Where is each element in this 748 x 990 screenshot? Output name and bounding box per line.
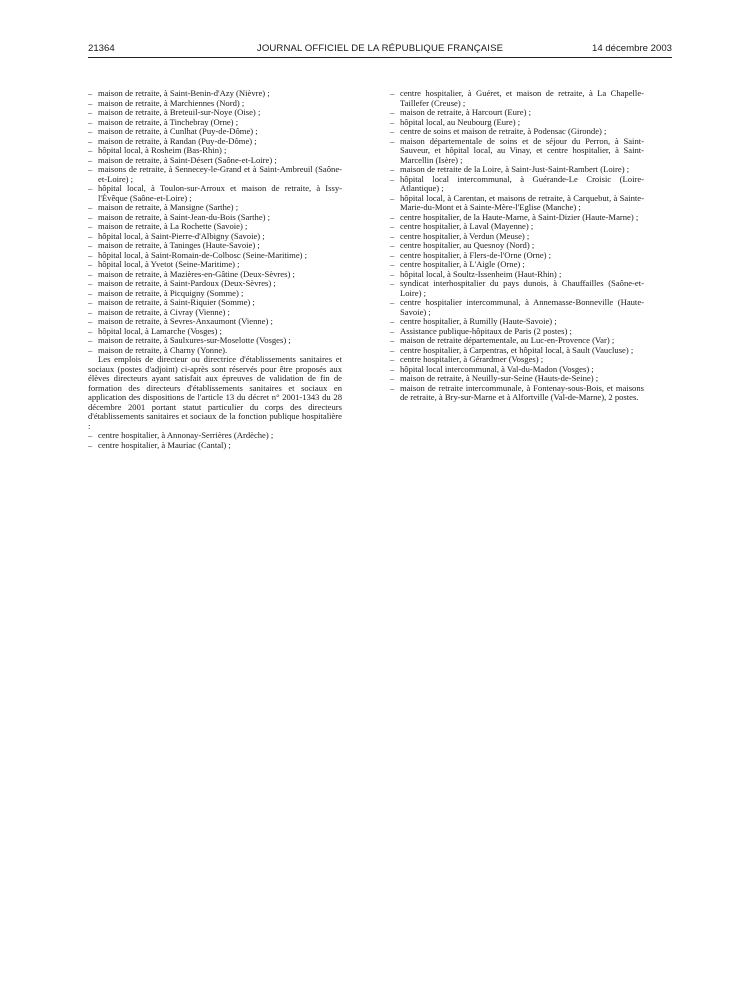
list-item: – maison de retraite, à Sevres-Anxaumont (Vienne) ; — [88, 317, 342, 327]
list-item: – hôpital local, à Saint-Romain-de-Colbosc (Seine-Maritime) ; — [88, 251, 342, 261]
list-item: – hôpital local, à Saint-Pierre-d'Albigny (Savoie) ; — [88, 232, 342, 242]
list-item: – hôpital local, à Soultz-Issenheim (Haut-Rhin) ; — [390, 270, 644, 280]
list-item: – maison de retraite de la Loire, à Saint-Just-Saint-Rambert (Loire) ; — [390, 165, 644, 175]
list-item: – centre hospitalier, de la Haute-Marne, à Saint-Dizier (Haute-Marne) ; — [390, 213, 644, 223]
list-item: – centre hospitalier, à L'Aigle (Orne) ; — [390, 260, 644, 270]
list-item: – maison de retraite intercommunale, à Fontenay-sous-Bois, et maisons de retraite, à Bry-sur-Marne et à Alfortville (Val-de-Marne), 2 postes. — [390, 384, 644, 403]
list-item: – centre hospitalier intercommunal, à Annemasse-Bonneville (Haute-Savoie) ; — [390, 298, 644, 317]
list-item: – maison de retraite, à Charny (Yonne). — [88, 346, 342, 356]
list-item: – hôpital local, à Toulon-sur-Arroux et maison de retraite, à Issy-l'Évêque (Saône-et-Loire) ; — [88, 184, 342, 203]
list-item: – maison de retraite, à Tinchebray (Orne) ; — [88, 118, 342, 128]
list-item: – maison de retraite, à Picquigny (Somme) ; — [88, 289, 342, 299]
list-item: – hôpital local, à Carentan, et maisons de retraite, à Carquebut, à Sainte-Marie-du-Mont et à Sainte-Mère-l'Eglise (Manche) ; — [390, 194, 644, 213]
list-item: – hôpital local intercommunal, à Val-du-Madon (Vosges) ; — [390, 365, 644, 375]
list-item: – maison de retraite, à Saulxures-sur-Moselotte (Vosges) ; — [88, 336, 342, 346]
list-item: – maison de retraite, à Cunlhat (Puy-de-Dôme) ; — [88, 127, 342, 137]
list-item: – maison de retraite, à Saint-Riquier (Somme) ; — [88, 298, 342, 308]
list-item: – maisons de retraite, à Sennecey-le-Grand et à Saint-Ambreuil (Saône-et-Loire) ; — [88, 165, 342, 184]
page-header — [88, 43, 672, 57]
list-item: – maison de retraite, à Mazières-en-Gâtine (Deux-Sèvres) ; — [88, 270, 342, 280]
publication-date: 14 décembre 2003 — [591, 43, 672, 54]
list-item: – maison de retraite, à Saint-Jean-du-Bois (Sarthe) ; — [88, 213, 342, 223]
list-item: – hôpital local, à Rosheim (Bas-Rhin) ; — [88, 146, 342, 156]
list-item: – centre de soins et maison de retraite, à Podensac (Gironde) ; — [390, 127, 644, 137]
list-item: – maison de retraite, à Saint-Pardoux (Deux-Sèvres) ; — [88, 279, 342, 289]
header-rule — [88, 57, 672, 58]
left-list-before — [88, 89, 342, 355]
list-item: – maison de retraite, à Saint-Benin-d'Azy (Nièvre) ; — [88, 89, 342, 99]
list-item: – centre hospitalier, à Rumilly (Haute-Savoie) ; — [390, 317, 644, 327]
list-item: – centre hospitalier, au Quesnoy (Nord) ; — [390, 241, 644, 251]
right-column — [390, 89, 644, 403]
list-item: – maison de retraite, à La Rochette (Savoie) ; — [88, 222, 342, 232]
list-item: – maison départementale de soins et de séjour du Perron, à Saint-Sauveur, et hôpital local, au Vinay, et centre hospitalier, à Saint-Marcellin (Isère) ; — [390, 137, 644, 166]
list-item: – maison de retraite, à Civray (Vienne) ; — [88, 308, 342, 318]
list-item: – maison de retraite, à Taninges (Haute-Savoie) ; — [88, 241, 342, 251]
list-item: – syndicat interhospitalier du pays dunois, à Chauffailles (Saône-et-Loire) ; — [390, 279, 644, 298]
list-item: – hôpital local, à Yvetot (Seine-Maritime) ; — [88, 260, 342, 270]
list-item: – centre hospitalier, à Verdun (Meuse) ; — [390, 232, 644, 242]
list-item: – maison de retraite, à Breteuil-sur-Noye (Oise) ; — [88, 108, 342, 118]
left-list-after — [88, 431, 342, 450]
list-item: – centre hospitalier, à Gérardmer (Vosges) ; — [390, 355, 644, 365]
list-item: – centre hospitalier, à Mauriac (Cantal) ; — [88, 441, 342, 451]
list-item: – hôpital local intercommunal, à Guérande-Le Croisic (Loire-Atlantique) ; — [390, 175, 644, 194]
list-item: – centre hospitalier, à Laval (Mayenne) ; — [390, 222, 644, 232]
list-item: – maison de retraite, à Harcourt (Eure) ; — [390, 108, 644, 118]
list-item: – maison de retraite, à Randan (Puy-de-Dôme) ; — [88, 137, 342, 147]
left-column — [88, 89, 342, 450]
right-list — [390, 89, 644, 403]
list-item: – maison de retraite départementale, au Luc-en-Provence (Var) ; — [390, 336, 644, 346]
list-item: – maison de retraite, à Marchiennes (Nord) ; — [88, 99, 342, 109]
list-item: – Assistance publique-hôpitaux de Paris (2 postes) ; — [390, 327, 644, 337]
list-item: – centre hospitalier, à Annonay-Serrières (Ardèche) ; — [88, 431, 342, 441]
list-item: – maison de retraite, à Mansigne (Sarthe) ; — [88, 203, 342, 213]
list-item: – centre hospitalier, à Flers-de-l'Orne (Orne) ; — [390, 251, 644, 261]
reservation-paragraph: Les emplois de directeur ou directrice d'établissements sanitaires et sociaux (postes d'adjoint) ci-après sont réservés pour être proposés aux élèves directeurs ayant satisfait aux épreuves de validation de fin de formation des directeurs d'établissements sanitaires et sociaux en application des dispositions de l'article 13 du décret n° 2001-1343 du 28 décembre 2001 portant statut particulier du corps des directeurs d'établissements sanitaires et sociaux de la fonction publique hospitalière : — [88, 354, 342, 431]
list-item: – hôpital local, à Lamarche (Vosges) ; — [88, 327, 342, 337]
journal-title: JOURNAL OFFICIEL DE LA RÉPUBLIQUE FRANÇAISE — [256, 43, 504, 54]
list-item: – centre hospitalier, à Guéret, et maison de retraite, à La Chapelle-Taillefer (Creuse) ; — [390, 89, 644, 108]
list-item: – centre hospitalier, à Carpentras, et hôpital local, à Sault (Vaucluse) ; — [390, 346, 644, 356]
list-item: – hôpital local, au Neubourg (Eure) ; — [390, 118, 644, 128]
list-item: – maison de retraite, à Saint-Désert (Saône-et-Loire) ; — [88, 156, 342, 166]
list-item: – maison de retraite, à Neuilly-sur-Seine (Hauts-de-Seine) ; — [390, 374, 644, 384]
page-number: 21364 — [88, 43, 115, 54]
